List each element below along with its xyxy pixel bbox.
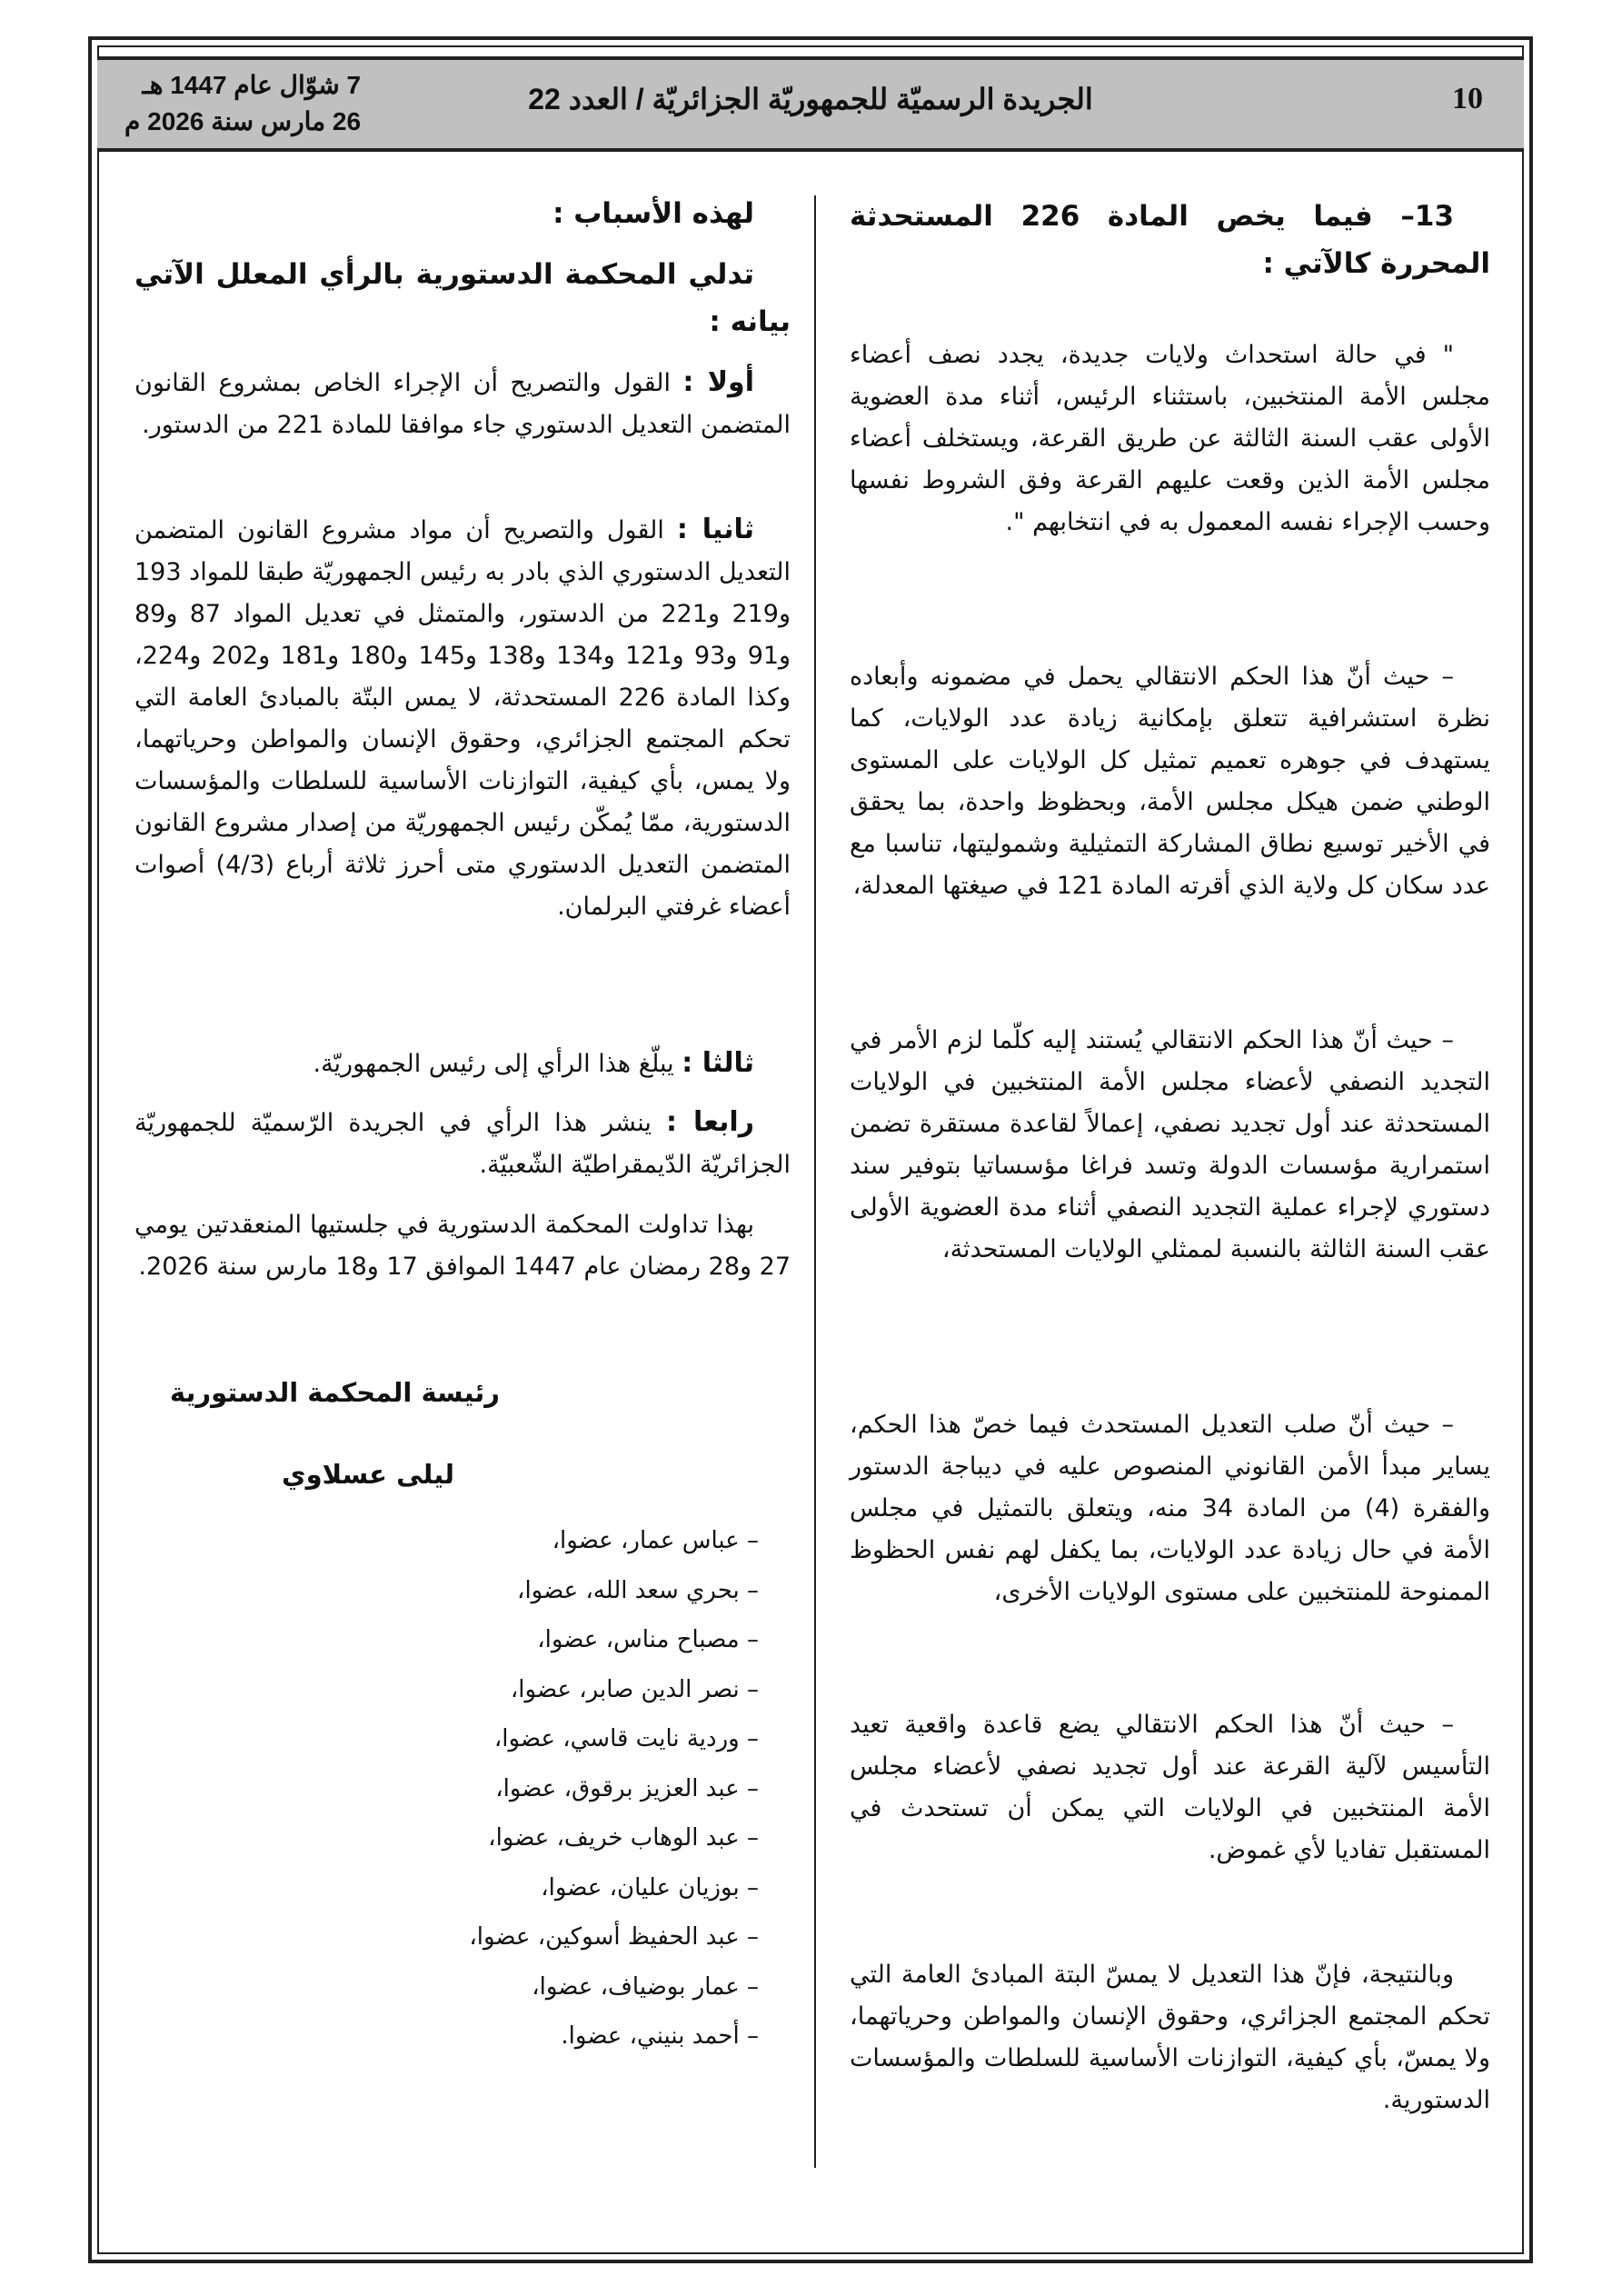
ruling-item <box>134 1102 791 1186</box>
item-text: ينشر هذا الرأي في الجريدة الرّسميّة للجمهوريّة الجزائريّة الدّيمقراطيّة الشّعبيّة. <box>134 1109 791 1179</box>
paragraph-text: – حيث أنّ صلب التعديل المستحدث فيما خصّ هذا الحكم، يساير مبدأ الأمن القانوني المنصوص عليه في ديباجة الدستور والفقرة (4) من المادة 34 منه، ويتعلق بالتمثيل في مجلس الأمة في حال زيادة عدد الولايات، بما يكفل لهم نفس الحظوظ الممنوحة للمنتخبين على مستوى الولايات الأخرى، <box>850 1411 1491 1606</box>
paragraph-text: – حيث أنّ هذا الحكم الانتقالي يُستند إليه كلّما لزم الأمر في التجديد النصفي لأعضاء مجلس الأمة المنتخبين في الولايات المستحدثة عند أول تجديد نصفي، إعمالاً لقاعدة مستقرة تضمن استمرارية مؤسسات الدولة وتسد فراغا مؤسساتيا بتوفير سند دستوري لإجراء عملية التجديد النصفي أثناء مدة العضوية الأولى عقب السنة الثالثة بالنسبة لممثلي الولايات المستحدثة، <box>850 1026 1490 1263</box>
ruling-item <box>134 509 791 928</box>
article-226-heading-block <box>850 193 1490 287</box>
right-paragraph <box>850 1404 1490 1613</box>
item-text: القول والتصريح أن مواد مشروع القانون المتضمن التعديل الدستوري الذي بادر به رئيس الجمهوريّة طبقا للمواد 193 و219 و221 من الدستور، والمتمثل في تعديل المواد 87 و89 و91 و93 و121 و134 و138 و145 و180 و181 و202 و224، وكذا المادة 226 المستحدثة، لا يمس البتّة بالمبادئ العامة التي تحكم المجتمع الجزائري، وحقوق الإنسان والمواطن وحرياتهما، ولا يمس، بأي كيفية، التوازنات الأساسية للسلطات والمؤسسات الدستورية، ممّا يُمكّن رئيس الجمهوريّة من إصدار مشروع القانون المتضمن التعديل الدستوري متى أحرز ثلاثة أرباع (4/3) أصوات أعضاء غرفتي البرلمان. <box>134 516 791 921</box>
item-label: ثالثا : <box>682 1047 754 1079</box>
members-list <box>454 1516 759 2061</box>
date-hijri: 7 شوّال عام 1447 هـ <box>142 71 362 99</box>
paragraph-text: وبالنتيجة، فإنّ هذا التعديل لا يمسّ البتة المبادئ العامة التي تحكم المجتمع الجزائري، وحقوق الإنسان والمواطن وحرياتهما، ولا يمسّ، بأي كيفية، التوازنات الأساسية للسلطات والمؤسسات الدستورية. <box>850 1961 1490 2114</box>
reasons-heading: لهذه الأسباب : <box>552 197 754 230</box>
list-item: – مصباح مناس، عضوا، <box>537 1626 759 1653</box>
page-header <box>97 56 1524 152</box>
paragraph-text: – حيث أنّ هذا الحكم الانتقالي يضع قاعدة واقعية تعيد التأسيس لآلية القرعة عند أول تجديد نصفي لأعضاء مجلس الأمة المنتخبين في الولايات التي يمكن أن تستحدث في المستقبل تفاديا لأي غموض. <box>850 1711 1490 1864</box>
item-label: ثانيا : <box>676 514 754 545</box>
item-text: يبلّغ هذا الرأي إلى رئيس الجمهوريّة. <box>313 1050 682 1078</box>
signature-title: رئيسة المحكمة الدستورية <box>169 1377 500 1408</box>
ruling-item <box>134 362 791 446</box>
column-divider <box>814 195 816 2168</box>
list-item: – عباس عمار، عضوا، <box>552 1527 759 1554</box>
list-item: – بحري سعد الله، عضوا، <box>517 1576 759 1604</box>
ruling-item <box>134 1043 791 1085</box>
article-heading: 13– فيما يخص المادة 226 المستحدثة المحررة كالآتي : <box>850 200 1490 280</box>
item-text: القول والتصريح أن الإجراء الخاص بمشروع القانون المتضمن التعديل الدستوري جاء موافقا للمادة 221 من الدستور. <box>134 369 791 439</box>
right-paragraph <box>850 1020 1490 1271</box>
date-gregorian: 26 مارس سنة 2026 م <box>124 107 362 135</box>
gazette-title: الجريدة الرسميّة للجمهوريّة الجزائريّة / العدد 22 <box>528 83 1093 115</box>
closing-text: بهذا تداولت المحكمة الدستورية في جلستيها المنعقدتين يومي 27 و28 رمضان عام 1447 الموافق 17 و18 مارس سنة 2026. <box>134 1211 791 1281</box>
list-item: – وردية نايت قاسي، عضوا، <box>493 1725 759 1752</box>
list-item: – عبد العزيز برقوق، عضوا، <box>495 1774 759 1802</box>
paragraph-text: – حيث أنّ هذا الحكم الانتقالي يحمل في مضمونه وأبعاده نظرة استشرافية تتعلق بإمكانية زيادة عدد الولايات، كما يستهدف في جوهره تعميم تمثيل كل الولايات على المستوى الوطني ضمن هيكل مجلس الأمة، وبحظوظ واحدة، بما يحقق في الأخير توسيع نطاق المشاركة التمثيلية وشموليتها، تناسبا مع عدد سكان كل ولاية الذي أقرته المادة 121 في صيغتها المعدلة، <box>850 663 1490 900</box>
signature-name: ليلى عسلاوي <box>282 1459 454 1490</box>
paragraph-text: " في حالة استحداث ولايات جديدة، يجدد نصف أعضاء مجلس الأمة المنتخبين، باستثناء الرئيس، أثناء مدة العضوية الأولى عقب السنة الثالثة عن طريق القرعة، ويستخلف أعضاء مجلس الأمة الذين وقعت عليهم القرعة وفق الشروط نفسها وحسب الإجراء نفسه المعمول به في انتخابهم ". <box>850 341 1490 536</box>
item-label: رابعا : <box>666 1106 754 1138</box>
list-item: – نصر الدين صابر، عضوا، <box>510 1675 759 1703</box>
right-paragraph <box>850 1954 1490 2121</box>
right-paragraph <box>850 1704 1490 1872</box>
closing-paragraph <box>134 1204 791 1288</box>
list-item: – عبد الوهاب خريف، عضوا، <box>488 1824 759 1852</box>
item-label: أولا : <box>682 366 754 398</box>
issue-date <box>124 67 361 140</box>
reasons-heading-block <box>134 193 791 345</box>
right-paragraph <box>850 334 1490 544</box>
page-number: 10 <box>1452 82 1483 115</box>
list-item: – عمار بوضياف، عضوا، <box>532 1972 759 2001</box>
list-item: – بوزيان عليان، عضوا، <box>541 1873 759 1902</box>
ruling-heading: تدلي المحكمة الدستورية بالرأي المعلل الآتي بيانه : <box>134 258 791 338</box>
list-item: – أحمد بنيني، عضوا. <box>561 2022 759 2050</box>
list-item: – عبد الحفيظ أسوكين، عضوا، <box>469 1923 759 1951</box>
right-paragraph <box>850 656 1490 907</box>
